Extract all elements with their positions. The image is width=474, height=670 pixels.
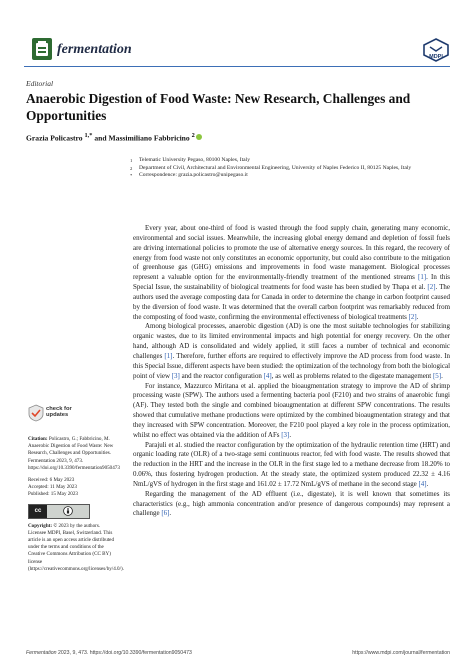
copyright-text: © 2023 by the authors. Licensee MDPI, Basel, Switzerland. This article is an open access article distributed under the terms and conditions of the Creative Commons Attribution (CC BY) license (https://creativecommons.org/licenses/by/4.0/).	[28, 522, 124, 572]
citation-link[interactable]: [2]	[408, 312, 417, 321]
affiliation-text: Telematic University Pegaso, 80100 Naples, Italy	[139, 157, 250, 163]
correspondence-email[interactable]: Correspondence: grazia.policastro@unipegaso.it	[139, 172, 248, 179]
author-superscript: 1,*	[84, 132, 93, 139]
citation-link[interactable]: [1]	[418, 273, 427, 282]
cc-by-license-badge[interactable]	[28, 504, 90, 519]
mdpi-logo-text: MDPI	[429, 54, 443, 60]
body-text: Regarding the management of the AD effluent (i.e., digestate), it is well known that sometimes its characteristics (e.g., high ammonia concentration and/or presence of dangerous compounds) may represent a challenge	[133, 489, 450, 518]
body-text: , as well as problems related to the digestate management	[271, 371, 433, 380]
received-date: Received: 6 May 2023	[28, 477, 75, 484]
copyright-block	[28, 522, 124, 573]
body-text: . Therefore, further efforts are required to effectively improve the AD process from food waste. In this Special Issue, different aspects have been studied: the optimization of the technology from both the biological point of view	[133, 351, 450, 380]
author-conjunction: and	[94, 133, 107, 143]
body-paragraph	[133, 490, 450, 520]
body-text: .	[426, 479, 429, 488]
published-date: Published: 15 May 2023	[28, 491, 78, 498]
citation-label: Citation:	[28, 436, 48, 442]
body-text: . The authors used the average composting data for Canada in order to determine the change in carbon footprint caused by the diversion of food waste. It was determined that the overall carbon footprint was remarkably reduced from the composting of food waste, confirming the environmental effectiveness of biological treatments	[133, 283, 450, 321]
body-paragraph	[133, 441, 450, 490]
citation-link[interactable]: [3]	[281, 430, 290, 439]
footer-journal-url[interactable]: https://www.mdpi.com/journal/fermentation	[352, 650, 450, 656]
body-text: Among biological processes, anaerobic digestion (AD) is one the most suitable technologies for stabilizing organic wastes, due to its limited environmental impacts and high potential for energy recovery. On the other hand, although AD is consolidated and widely applied, it still faces a number of technical and economic challenges	[133, 322, 450, 360]
article-body	[133, 224, 450, 519]
body-text: .	[169, 509, 172, 518]
copyright-label: Copyright:	[28, 522, 53, 529]
citation-link[interactable]: [3]	[171, 371, 180, 380]
body-text: For instance, Mazzurco Miritana et al. applied the bioaugmentation strategy to improve the AD of shrimp processing waste (SPW). The authors used a fermenting bacteria pool (F210) and two strains of anaerobic fungi (AF). They tested both the single and combined bioaugmentation at different SPW concentrations. The results showed that cumulative methane productions were optimized by the combined bioaugmentation strategy and that they increased with SPW concentration. Moreover, the F210 pool played a key role in the process optimization, whilst no effect was obtained via the addition of AFs	[133, 381, 450, 439]
check-updates-label	[46, 406, 72, 419]
cc-by-symbol	[47, 505, 89, 518]
body-text: Every year, about one-third of food is wasted through the food supply chain, generating many economic, environmental and social issues. Meanwhile, the increasing global energy demand and depletion of fossil fuels are driving international policies to promote the use of alternative energy sources. In this regard, the recovery of energy from food waste not only constitutes an economic opportunity, but could also contribute to the mitigation of greenhouse gas (GHG) emissions and improvements in food waste management. Biological processes represent a valuable option for the environmentally-friendly treatment of the mentioned streams	[133, 224, 450, 282]
cc-logo: cc	[29, 505, 47, 518]
article-title: Anaerobic Digestion of Food Waste: New Research, Challenges and Opportunities	[26, 91, 411, 123]
body-paragraph	[133, 382, 450, 441]
body-text: .	[416, 312, 419, 321]
body-paragraph	[133, 322, 450, 381]
check-updates-line: updates	[46, 412, 69, 419]
body-text: .	[289, 430, 292, 439]
citation-link[interactable]: [1]	[164, 351, 173, 360]
affiliation-number: 1	[130, 158, 133, 163]
footer-citation	[26, 650, 192, 656]
affiliation	[130, 165, 430, 173]
body-text: Parajuli et al. studied the reactor configuration by the optimization of the hydraulic retention time (HRT) and organic loading rate (OLR) of a two-stage semi continuous reactor, fed with food waste. The results showed that the reduction in the HRT and the increase in the OLR in the first stage led to a methane decrease from 18.20% to 0.06%, thus fostering hydrogen production. At the steady state, the optimized system produced 22.32 ± 4.16 NmL/gVS of hydrogen in the first stage and 161.02 ± 17.72 NmL/gVS of methane in the second stage	[133, 440, 450, 488]
mdpi-logo-icon	[422, 38, 450, 62]
affiliation-number: *	[130, 173, 133, 179]
affiliation	[130, 157, 430, 165]
accepted-date: Accepted: 11 May 2023	[28, 484, 77, 491]
citation-block	[28, 436, 118, 472]
affiliation-text: Department of Civil, Architectural and Environmental Engineering, University of Naples Federico II, 80125 Naples, Italy	[139, 164, 412, 171]
affiliation-number: 2	[130, 165, 133, 171]
article-sidebar	[28, 436, 124, 578]
author-name[interactable]: Grazia Policastro	[26, 133, 83, 143]
body-text: .	[441, 371, 443, 380]
citation-link[interactable]: [2]	[427, 283, 436, 292]
footer-journal: Fermentation	[26, 650, 57, 656]
page-footer	[26, 650, 450, 656]
author-list	[26, 132, 202, 143]
journal-name: fermentation	[57, 42, 132, 57]
affiliation	[130, 172, 430, 180]
footer-doi[interactable]: 2023, 9, 473. https://doi.org/10.3390/fermentation9050473	[56, 650, 192, 656]
body-text: . In this Special Issue, the sustainability of biological treatments for food waste has been studied by Thapa et al.	[133, 273, 450, 292]
body-text: and the reactor configuration	[179, 371, 264, 380]
publication-dates	[28, 477, 118, 499]
citation-link[interactable]: [4]	[418, 479, 427, 488]
author-superscript: 2	[191, 132, 195, 139]
article-type: Editorial	[26, 79, 54, 88]
check-updates-icon	[28, 404, 44, 422]
journal-logo-icon	[32, 38, 52, 60]
citation-link[interactable]: [4]	[263, 371, 272, 380]
attribution-icon	[63, 506, 73, 516]
header-divider	[24, 66, 450, 67]
check-for-updates-button[interactable]	[28, 404, 88, 426]
affiliations	[130, 157, 430, 180]
citation-link[interactable]: [6]	[161, 509, 170, 518]
orcid-icon[interactable]	[196, 134, 202, 140]
author-name[interactable]: Massimiliano Fabbricino	[108, 133, 190, 143]
citation-link[interactable]: [5]	[432, 371, 442, 380]
citation-text: Policastro, G.; Fabbricino, M. Anaerobic Digestion of Food Waste: New Research, Challenges and Opportunities. Fermentation 2023, 9, 473. https://doi.org/10.3390/fermentation9050473	[28, 436, 120, 471]
check-updates-line: check for	[46, 406, 72, 412]
body-paragraph	[133, 224, 450, 322]
